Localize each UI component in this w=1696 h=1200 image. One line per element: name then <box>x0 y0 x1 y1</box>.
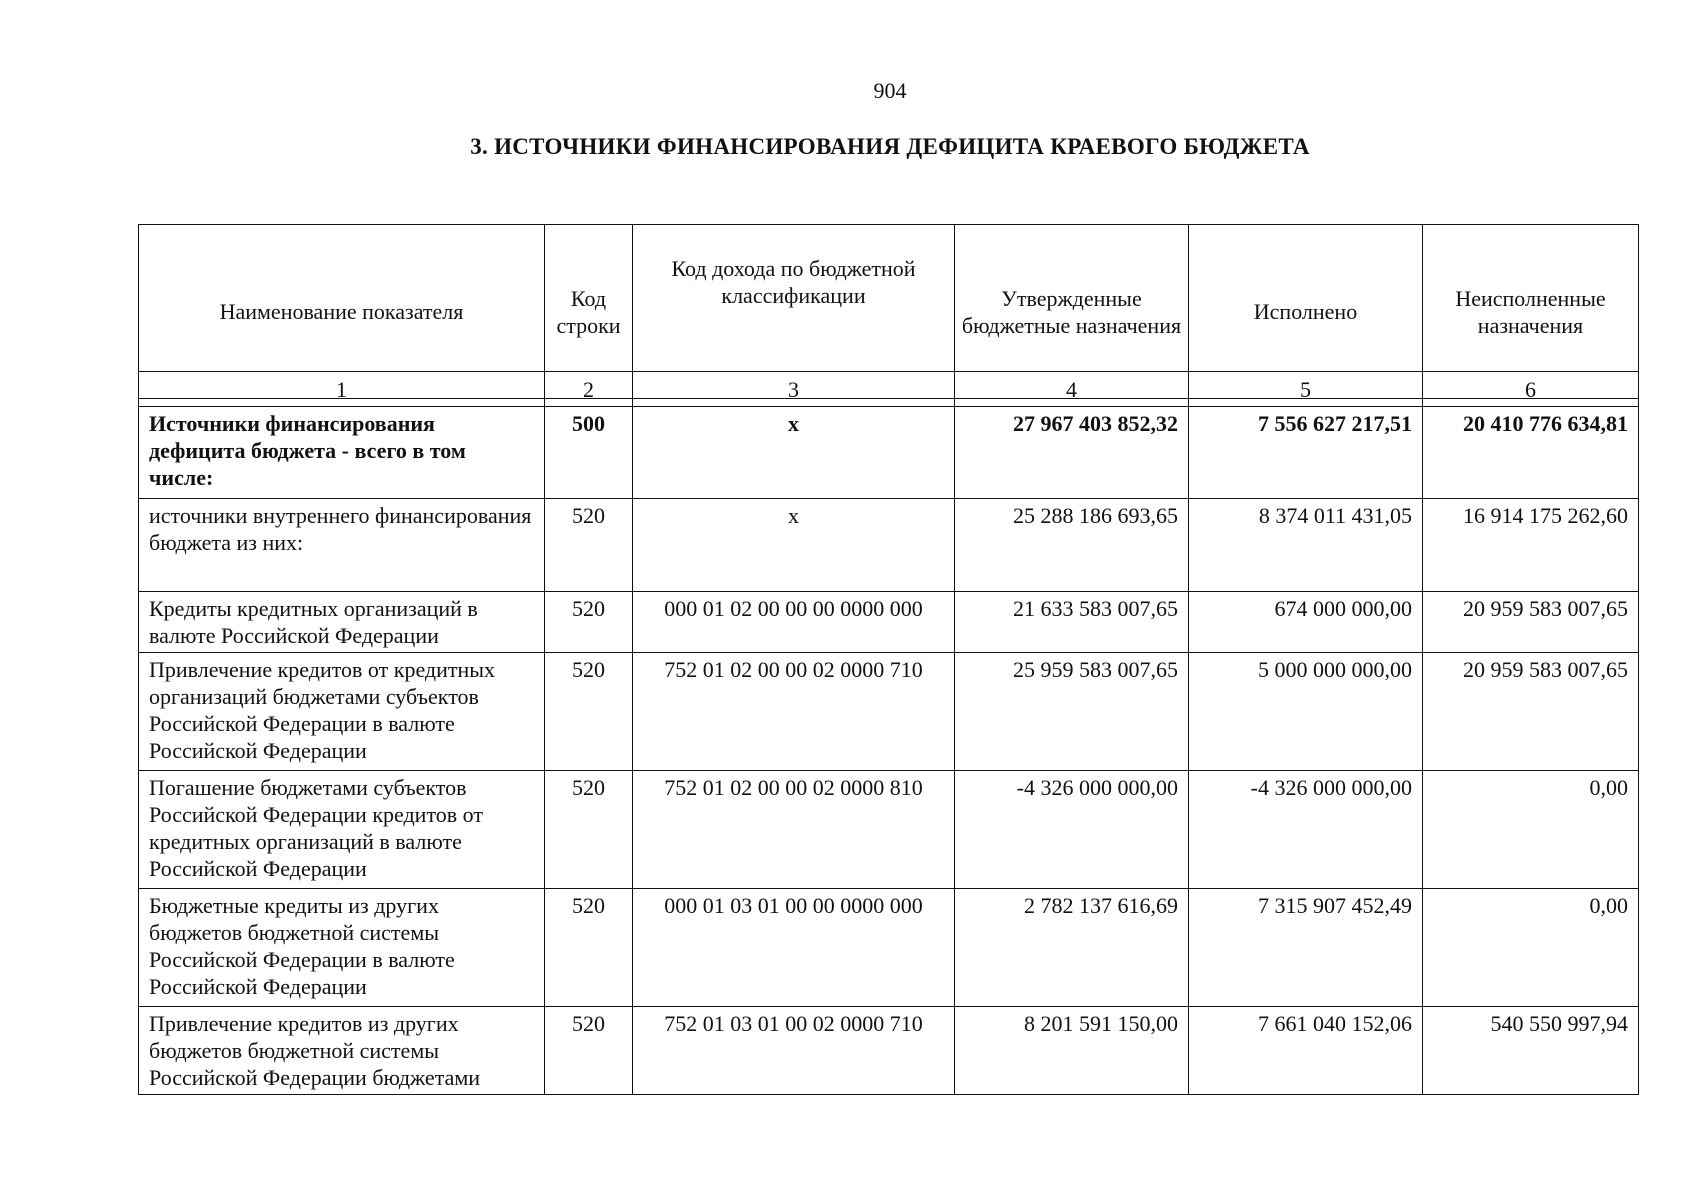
document-title: 3. ИСТОЧНИКИ ФИНАНСИРОВАНИЯ ДЕФИЦИТА КРАЕВОГО БЮДЖЕТА <box>470 134 1310 159</box>
row-approved: 21 633 583 007,65 <box>955 592 1189 653</box>
table-row <box>139 889 1639 1007</box>
column-number: 3 <box>633 372 955 407</box>
row-approved: -4 326 000 000,00 <box>955 771 1189 889</box>
column-number: 1 <box>139 372 545 407</box>
table-row <box>139 653 1639 771</box>
row-kbk: 000 01 02 00 00 00 0000 000 <box>633 592 955 653</box>
row-code: 520 <box>545 771 633 889</box>
table-row <box>139 499 1639 592</box>
row-approved: 25 288 186 693,65 <box>955 499 1189 592</box>
row-approved: 25 959 583 007,65 <box>955 653 1189 771</box>
header-code: Код строки <box>545 225 633 399</box>
table-row <box>139 592 1639 653</box>
row-name: Кредиты кредитных организаций в валюте Российской Федерации <box>139 592 545 653</box>
row-kbk: 000 01 03 01 00 00 0000 000 <box>633 889 955 1007</box>
row-unexecuted: 20 410 776 634,81 <box>1423 407 1639 499</box>
row-unexecuted: 0,00 <box>1423 771 1639 889</box>
column-number: 6 <box>1423 372 1639 407</box>
row-name: Привлечение кредитов из других бюджетов бюджетной системы Российской Федерации бюджетами <box>139 1007 545 1095</box>
table-row <box>139 1007 1639 1095</box>
column-number: 4 <box>955 372 1189 407</box>
row-executed: 5 000 000 000,00 <box>1189 653 1423 771</box>
row-kbk: 752 01 03 01 00 02 0000 710 <box>633 1007 955 1095</box>
row-code: 520 <box>545 653 633 771</box>
column-number: 5 <box>1189 372 1423 407</box>
row-executed: 7 556 627 217,51 <box>1189 407 1423 499</box>
row-code: 520 <box>545 889 633 1007</box>
table-row <box>139 771 1639 889</box>
row-executed: 674 000 000,00 <box>1189 592 1423 653</box>
row-executed: 7 315 907 452,49 <box>1189 889 1423 1007</box>
header-name: Наименование показателя <box>139 225 545 399</box>
financing-sources-table <box>138 371 1639 1095</box>
header-unexecuted: Неисполненные назначения <box>1423 225 1639 399</box>
row-unexecuted: 20 959 583 007,65 <box>1423 592 1639 653</box>
row-name: Привлечение кредитов от кредитных организаций бюджетами субъектов Российской Федерации в валюте Российской Федерации <box>139 653 545 771</box>
row-unexecuted: 540 550 997,94 <box>1423 1007 1639 1095</box>
row-executed: 7 661 040 152,06 <box>1189 1007 1423 1095</box>
row-unexecuted: 16 914 175 262,60 <box>1423 499 1639 592</box>
row-kbk: x <box>633 499 955 592</box>
row-kbk: 752 01 02 00 00 02 0000 710 <box>633 653 955 771</box>
row-code: 520 <box>545 592 633 653</box>
column-number: 2 <box>545 372 633 407</box>
row-name: источники внутреннего финансирования бюджета из них: <box>139 499 545 592</box>
row-kbk: 752 01 02 00 00 02 0000 810 <box>633 771 955 889</box>
row-unexecuted: 0,00 <box>1423 889 1639 1007</box>
header-kbk: Код дохода по бюджетной классификации <box>633 225 955 399</box>
row-approved: 27 967 403 852,32 <box>955 407 1189 499</box>
row-executed: -4 326 000 000,00 <box>1189 771 1423 889</box>
row-name: Бюджетные кредиты из других бюджетов бюджетной системы Российской Федерации в валюте Российской Федерации <box>139 889 545 1007</box>
page-number: 904 <box>873 78 907 103</box>
row-name: Погашение бюджетами субъектов Российской Федерации кредитов от кредитных организаций в валюте Российской Федерации <box>139 771 545 889</box>
row-name: Источники финансирования дефицита бюджета - всего в том числе: <box>139 407 545 499</box>
row-approved: 2 782 137 616,69 <box>955 889 1189 1007</box>
header-approved: Утвержденные бюджетные назначения <box>955 225 1189 399</box>
header-executed: Исполнено <box>1189 225 1423 399</box>
row-code: 520 <box>545 1007 633 1095</box>
table-row-total <box>139 407 1639 499</box>
row-kbk: x <box>633 407 955 499</box>
row-approved: 8 201 591 150,00 <box>955 1007 1189 1095</box>
row-code: 520 <box>545 499 633 592</box>
row-code: 500 <box>545 407 633 499</box>
row-unexecuted: 20 959 583 007,65 <box>1423 653 1639 771</box>
column-numbers-row <box>139 372 1639 407</box>
row-executed: 8 374 011 431,05 <box>1189 499 1423 592</box>
